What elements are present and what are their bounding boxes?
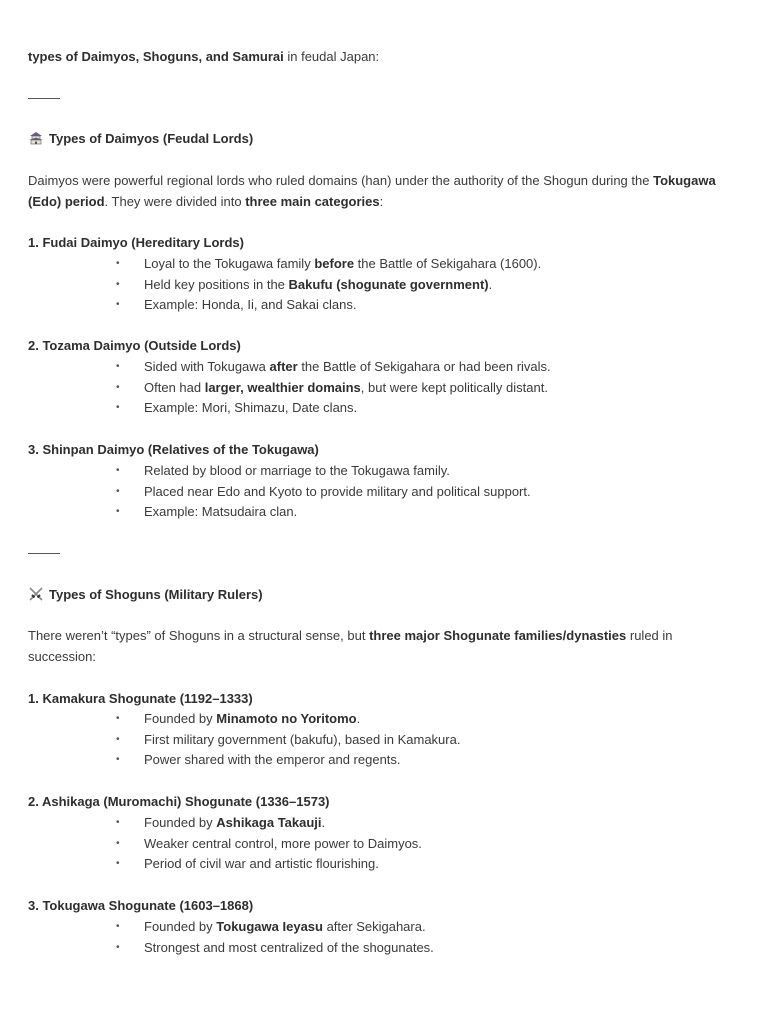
intro-line — [28, 47, 728, 68]
bullet-list — [116, 461, 728, 523]
bold-run: three main categories — [245, 193, 380, 209]
list-item — [116, 398, 728, 419]
intro-text: in feudal Japan: — [283, 49, 380, 64]
item-text: Power shared with the emperor and regents. — [144, 752, 401, 768]
item-text: Loyal to the Tokugawa family — [144, 256, 315, 271]
list-item — [116, 834, 728, 855]
divider — [28, 98, 60, 99]
item-bold: Bakufu (shogunate government) — [288, 276, 489, 292]
item-text: the Battle of Sekigahara or had been rivals. — [297, 359, 551, 374]
item-text: after Sekigahara. — [322, 919, 426, 934]
text-run: : — [379, 193, 384, 209]
group-title: 3. Shinpan Daimyo (Relatives of the Tokugawa) — [28, 442, 319, 457]
group-title: 2. Tozama Daimyo (Outside Lords) — [28, 338, 241, 353]
item-text: . — [488, 276, 493, 292]
group-title: 1. Kamakura Shogunate (1192–1333) — [28, 691, 253, 706]
list-item — [116, 502, 728, 523]
text-run: Daimyos were powerful regional lords who ruled domains (han) under the authority of the Shogun during the — [28, 173, 654, 188]
bullet-list — [116, 357, 728, 419]
item-text: Strongest and most centralized of the shogunates. — [144, 939, 434, 955]
group-title: 3. Tokugawa Shogunate (1603–1868) — [28, 898, 254, 913]
bold-run: three major Shogunate families/dynasties — [369, 628, 627, 643]
bullet-icon: • — [116, 361, 120, 372]
item-bold: Tokugawa Ieyasu — [216, 919, 323, 934]
list-item — [116, 378, 728, 399]
list-item — [116, 295, 728, 316]
item-bold: after — [269, 359, 298, 374]
daimyos-paragraph — [28, 171, 728, 212]
item-text: Related by blood or marriage to the Tokugawa family. — [144, 463, 450, 478]
list-item — [116, 461, 728, 482]
text-run: ruled in succession: — [28, 628, 673, 664]
bullet-icon: • — [116, 921, 120, 932]
bullet-icon: • — [116, 278, 120, 290]
bullet-icon: • — [116, 465, 120, 476]
item-text: the Battle of Sekigahara (1600). — [354, 256, 542, 271]
text-run: There weren’t “types” of Shoguns in a structural sense, but — [28, 628, 370, 643]
item-bold: before — [314, 256, 355, 271]
item-text: Founded by — [144, 711, 217, 726]
item-text: Founded by — [144, 919, 217, 934]
bold-run: Tokugawa (Edo) period — [28, 173, 716, 209]
item-bold: Minamoto no Yoritomo — [216, 711, 357, 726]
bullet-icon: • — [116, 485, 120, 497]
text-run: . They were divided into — [104, 193, 246, 209]
item-text: . — [356, 711, 361, 726]
list-item — [116, 813, 728, 834]
item-text: Weaker central control, more power to Daimyos. — [144, 835, 422, 851]
item-text: Held key positions in the — [144, 276, 289, 292]
bullet-icon: • — [116, 733, 120, 745]
japanese-castle-icon — [28, 131, 44, 145]
bullet-list — [116, 709, 728, 771]
item-text: Example: Mori, Shimazu, Date clans. — [144, 400, 358, 416]
bullet-list — [116, 917, 728, 958]
list-item — [116, 730, 728, 751]
item-text: Often had — [144, 379, 205, 395]
item-text: Sided with Tokugawa — [144, 359, 270, 374]
bullet-icon: • — [116, 858, 120, 870]
item-text: Founded by — [144, 815, 217, 830]
item-bold: Ashikaga Takauji — [216, 815, 322, 830]
list-item — [116, 750, 728, 771]
list-item — [116, 357, 728, 378]
list-item — [116, 709, 728, 730]
item-text: Period of civil war and artistic flourishing. — [144, 856, 379, 872]
bullet-icon: • — [116, 837, 120, 849]
daimyos-heading — [28, 129, 728, 150]
bullet-icon: • — [116, 817, 120, 828]
group-title: 2. Ashikaga (Muromachi) Shogunate (1336–1573) — [28, 794, 330, 809]
item-text: . — [321, 815, 326, 830]
bullet-icon: • — [116, 299, 120, 311]
item-bold: larger, wealthier domains — [204, 379, 361, 395]
bullet-icon: • — [116, 402, 120, 414]
list-item — [116, 854, 728, 875]
bullet-icon: • — [116, 754, 120, 766]
item-text: Example: Matsudaira clan. — [144, 504, 298, 520]
bullet-list — [116, 813, 728, 875]
list-item — [116, 254, 728, 275]
item-text: Example: Honda, Ii, and Sakai clans. — [144, 297, 357, 313]
bullet-icon: • — [116, 381, 120, 393]
bullet-icon: • — [116, 506, 120, 518]
crossed-swords-icon — [28, 587, 44, 601]
bullet-list — [116, 254, 728, 316]
list-item — [116, 938, 728, 959]
shoguns-heading-text: Types of Shoguns (Military Rulers) — [49, 587, 263, 602]
shoguns-heading — [28, 585, 728, 606]
intro-bold: types of Daimyos, Shoguns, and Samurai — [28, 49, 284, 64]
list-item — [116, 275, 728, 296]
daimyos-heading-text: Types of Daimyos (Feudal Lords) — [49, 131, 254, 146]
bullet-icon: • — [116, 258, 120, 269]
list-item — [116, 917, 728, 938]
bullet-icon: • — [116, 713, 120, 724]
item-text: First military government (bakufu), based in Kamakura. — [144, 731, 461, 747]
group-title: 1. Fudai Daimyo (Hereditary Lords) — [28, 235, 244, 250]
bullet-icon: • — [116, 941, 120, 953]
shoguns-paragraph — [28, 626, 728, 667]
list-item — [116, 482, 728, 503]
divider — [28, 553, 60, 554]
item-text: , but were kept politically distant. — [360, 379, 548, 395]
item-text: Placed near Edo and Kyoto to provide military and political support. — [144, 483, 531, 499]
